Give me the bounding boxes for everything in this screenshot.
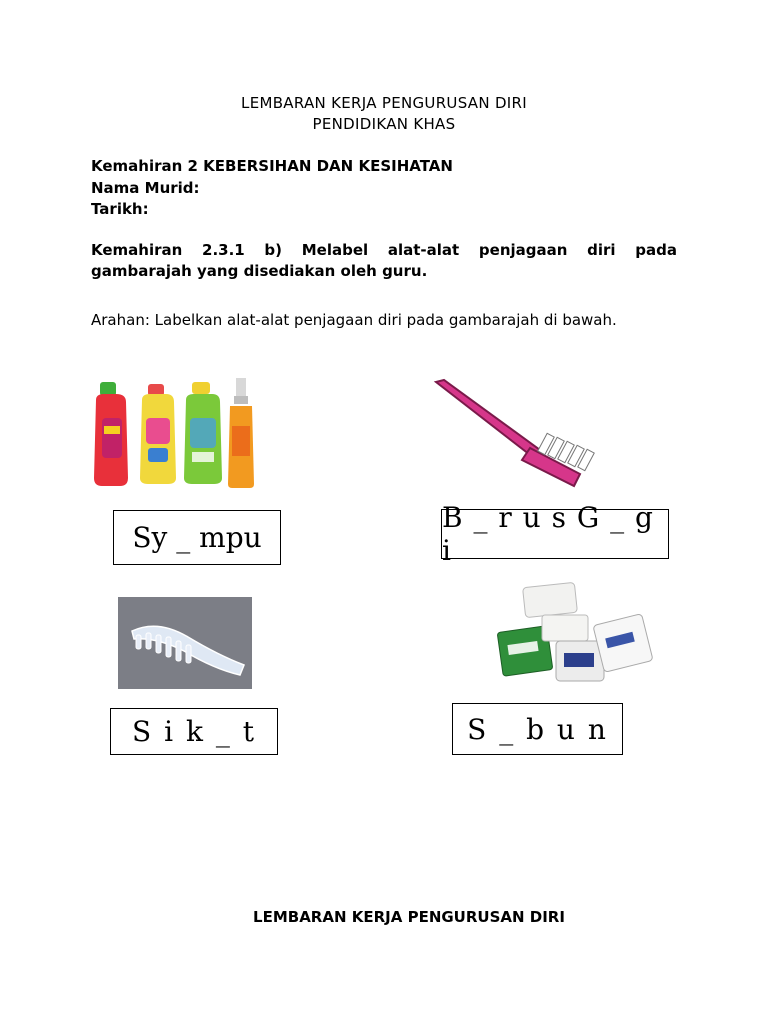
worksheet-subtitle: PENDIDIKAN KHAS — [312, 115, 456, 133]
label-box-soap: S _ b u n — [452, 703, 623, 755]
objective-line-1: Kemahiran 2.3.1 b) Melabel alat-alat penjagaan diri pada — [91, 241, 677, 259]
date-label: Tarikh: — [91, 200, 149, 218]
shampoo-bottles-icon — [92, 378, 262, 490]
next-page-title: LEMBARAN KERJA PENGURUSAN DIRI — [253, 908, 565, 926]
toothbrush-icon — [430, 378, 602, 490]
label-box-toothbrush: B _ r u s G _ g i — [441, 509, 669, 559]
soap-bars-picture — [496, 579, 654, 685]
skill-heading: Kemahiran 2 KEBERSIHAN DAN KESIHATAN — [91, 157, 453, 175]
comb-picture — [118, 597, 252, 689]
toothbrush-picture — [430, 378, 602, 490]
label-box-shampoo: Sy _ mpu — [113, 510, 281, 565]
shampoo-bottles-picture — [92, 378, 262, 490]
comb-icon — [118, 597, 252, 689]
objective-line-2: gambarajah yang disediakan oleh guru. — [91, 262, 428, 280]
soap-bars-icon — [496, 579, 654, 685]
instruction-text: Arahan: Labelkan alat-alat penjagaan diri pada gambarajah di bawah. — [91, 311, 617, 329]
label-box-comb: S i k _ t — [110, 708, 278, 755]
student-name-label: Nama Murid: — [91, 179, 200, 197]
worksheet-title: LEMBARAN KERJA PENGURUSAN DIRI — [241, 94, 527, 112]
